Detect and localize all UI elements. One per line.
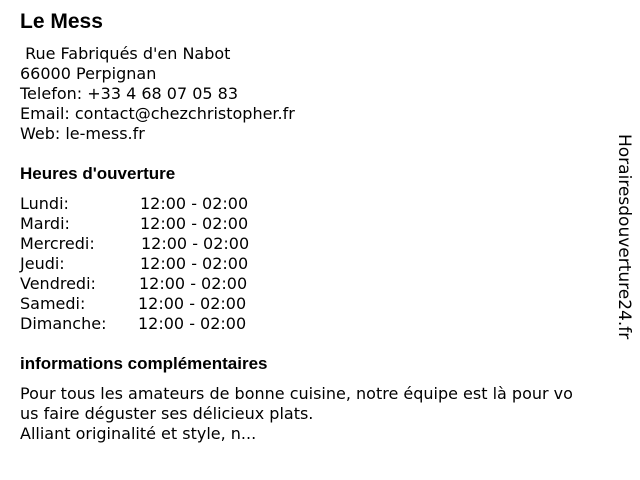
hours-row-tuesday <box>20 214 280 234</box>
day-label: Jeudi: <box>20 254 65 273</box>
hours-row-thursday <box>20 254 280 274</box>
day-label: Lundi: <box>20 194 69 213</box>
phone-line: Telefon: +33 4 68 07 05 83 <box>20 84 239 103</box>
hours-row-friday <box>20 274 280 294</box>
day-label: Mardi: <box>20 214 70 233</box>
additional-info-heading: informations complémentaires <box>20 354 268 373</box>
street-address: Rue Fabriqués d'en Nabot <box>20 44 231 63</box>
hours-row-monday <box>20 194 280 214</box>
day-label: Dimanche: <box>20 314 107 333</box>
info-line: Pour tous les amateurs de bonne cuisine, notre équipe est là pour vo <box>20 384 573 403</box>
hours-row-sunday <box>20 314 280 334</box>
day-hours: 12:00 - 02:00 <box>138 294 247 313</box>
opening-hours-table <box>20 194 280 334</box>
email-line: Email: contact@chezchristopher.fr <box>20 104 295 123</box>
day-hours: 12:00 - 02:00 <box>138 314 247 333</box>
hours-row-wednesday <box>20 234 280 254</box>
day-label: Samedi: <box>20 294 86 313</box>
day-hours: 12:00 - 02:00 <box>141 234 250 253</box>
additional-info-text <box>20 384 573 444</box>
day-hours: 12:00 - 02:00 <box>140 214 249 233</box>
day-hours: 12:00 - 02:00 <box>140 194 249 213</box>
info-line: Alliant originalité et style, n... <box>20 424 257 443</box>
business-name: Le Mess <box>20 10 103 33</box>
info-line: us faire déguster ses délicieux plats. <box>20 404 314 423</box>
hours-row-saturday <box>20 294 280 314</box>
opening-hours-heading: Heures d'ouverture <box>20 164 176 183</box>
contact-block <box>20 44 295 144</box>
day-hours: 12:00 - 02:00 <box>139 274 248 293</box>
day-label: Vendredi: <box>20 274 96 293</box>
day-label: Mercredi: <box>20 234 95 253</box>
web-line: Web: le-mess.fr <box>20 124 145 143</box>
day-hours: 12:00 - 02:00 <box>140 254 249 273</box>
city-postcode: 66000 Perpignan <box>20 64 157 83</box>
site-watermark: Horairesdouverture24.fr <box>614 134 634 340</box>
